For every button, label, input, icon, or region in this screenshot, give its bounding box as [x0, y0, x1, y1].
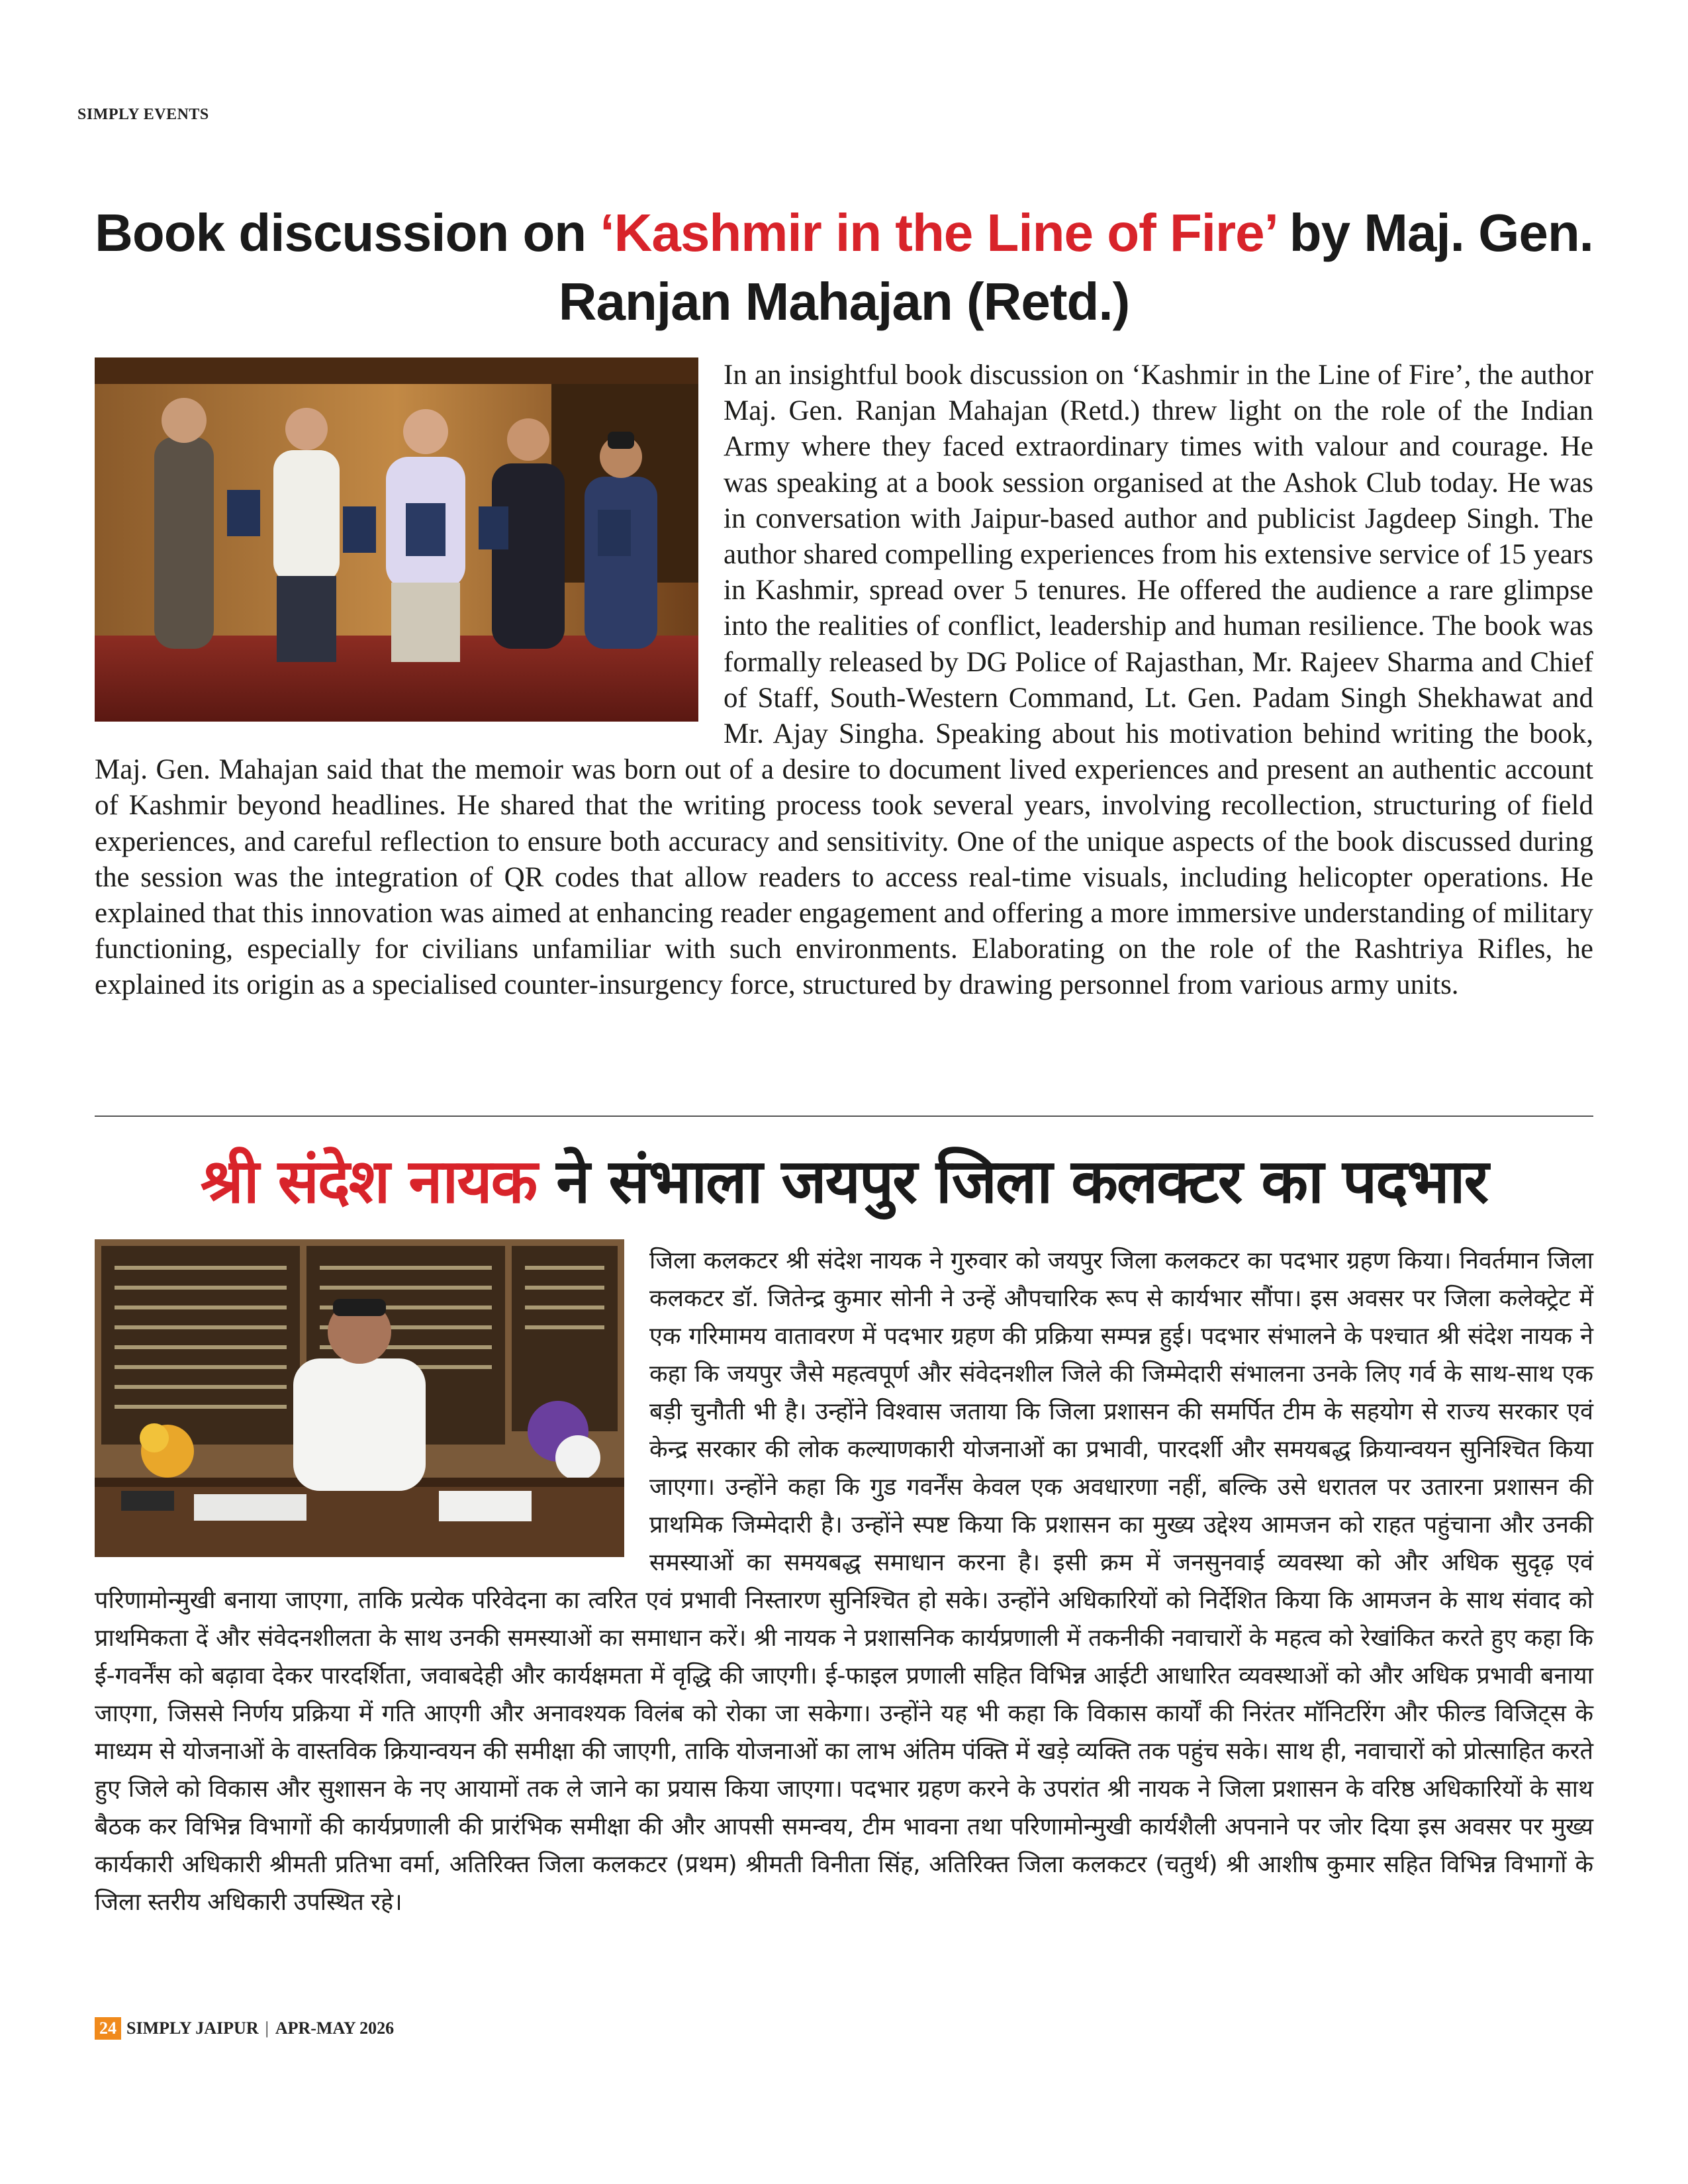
collector-office-photo — [95, 1239, 624, 1557]
footer-separator: | — [265, 2018, 269, 2038]
page-number: 24 — [95, 2017, 121, 2040]
article1 — [95, 357, 1593, 1004]
section-divider — [95, 1116, 1593, 1117]
article2-body: जिला कलकटर श्री संदेश नायक ने गुरुवार को जयपुर जिला कलकटर का पदभार ग्रहण किया। निवर्तमान जिला कलकटर डॉ. जितेन्द्र कुमार सोनी ने उन्हें औपचारिक रूप से कार्यभार सौंपा। इस अवसर पर जिला कलेक्ट्रेट में एक गरिमामय वातावरण में पदभार ग्रहण की प्रक्रिया सम्पन्न हुई। पदभार संभालने के पश्चात श्री संदेश नायक ने कहा कि जयपुर जैसे महत्वपूर्ण और संवेदनशील जिले की जिम्मेदारी संभालना उनके लिए गर्व के साथ-साथ एक बड़ी चुनौती भी है। उन्होंने विश्वास जताया कि जिला प्रशासन की समर्पित टीम के सहयोग से राज्य सरकार एवं केन्द्र सरकार की लोक कल्याणकारी योजनाओं का प्रभावी, पारदर्शी और समयबद्ध क्रियान्वयन सुनिश्चित किया जाएगा। उन्होंने कहा कि गुड गवर्नेंस केवल एक अवधारणा नहीं, बल्कि उसे धरातल पर उतारना प्रशासन की प्राथमिक जिम्मेदारी है। उन्होंने स्पष्ट किया कि प्रशासन का मुख्य उद्देश्य आमजन को राहत पहुंचाना और उनकी समस्याओं का समयबद्ध समाधान करना है। इसी क्रम में जनसुनवाई व्यवस्था को और अधिक सुदृढ़ एवं परिणामोन्मुखी बनाया जाएगा, ताकि प्रत्येक परिवेदना का त्वरित एवं प्रभावी निस्तारण सुनिश्चित हो सके। उन्होंने अधिकारियों को निर्देशित किया कि आमजन के साथ संवाद को प्राथमिकता दें और संवेदनशीलता के साथ उनकी समस्याओं का समाधान करें। श्री नायक ने प्रशासनिक कार्यप्रणाली में तकनीकी नवाचारों के महत्व को रेखांकित करते हुए कहा कि ई-गवर्नेंस को बढ़ावा देकर पारदर्शिता, जवाबदेही और कार्यक्षमता में वृद्धि की जाएगी। ई-फाइल प्रणाली सहित विभिन्न आईटी आधारित व्यवस्थाओं को और अधिक प्रभावी बनाया जाएगा, जिससे निर्णय प्रक्रिया में गति आएगी और अनावश्यक विलंब को रोका जा सकेगा। उन्होंने यह भी कहा कि विकास कार्यों की निरंतर मॉनिटरिंग और फील्ड विजिट्स के माध्यम से योजनाओं के वास्तविक क्रियान्वयन की समीक्षा की जाएगी, ताकि योजनाओं का लाभ अंतिम पंक्ति में खड़े व्यक्ति तक पहुंच सके। साथ ही, नवाचारों को प्रोत्साहित करते हुए जिले को विकास और सुशासन के नए आयामों तक ले जाने का प्रयास किया जाएगा। पदभार ग्रहण करने के उपरांत श्री नायक ने जिला प्रशासन के वरिष्ठ अधिकारियों के साथ बैठक कर विभिन्न विभागों की कार्यप्रणाली की प्रारंभिक समीक्षा की और आपसी समन्वय, टीम भावना तथा परिणामोन्मुखी कार्यशैली अपनाने पर जोर दिया इस अवसर पर मुख्य कार्यकारी अधिकारी श्रीमती प्रतिभा वर्मा, अतिरिक्त जिला कलकटर (प्रथम) श्रीमती विनीता सिंह, अतिरिक्त जिला कलकटर (चतुर्थ) श्री आशीष कुमार सहित विभिन्न विभागों के जिला स्तरीय अधिकारी उपस्थित रहे। — [95, 1247, 1593, 1916]
issue-date: APR-MAY 2026 — [275, 2018, 395, 2038]
page-footer — [95, 2017, 394, 2040]
book-launch-photo — [95, 357, 698, 722]
headline-part: by Maj. Gen. Ranjan Mahajan (Retd.) — [558, 203, 1593, 331]
article2-headline — [77, 1142, 1611, 1221]
section-label: SIMPLY EVENTS — [77, 106, 209, 123]
book-launch-photo-graphic — [95, 357, 698, 722]
magazine-name: SIMPLY JAIPUR — [126, 2018, 259, 2038]
article1-headline — [77, 199, 1611, 336]
collector-office-photo-graphic — [95, 1239, 624, 1557]
headline-book-title: ‘Kashmir in the Line of Fire’ — [600, 203, 1276, 262]
headline-part: Book discussion on — [95, 203, 600, 262]
headline-person-name: श्री संदेश नायक — [200, 1146, 537, 1217]
headline-part: ने संभाला जयपुर जिला कलक्टर का पदभार — [536, 1146, 1488, 1217]
article1-body: In an insightful book discussion on ‘Kashmir in the Line of Fire’, the author Maj. Gen. Ranjan Mahajan (Retd.) threw light on the role of the Indian Army where they faced extraordinary times with valour and courage. He was speaking at a book session organised at the Ashok Club today. He was in conversation with Jaipur-based author and publicist Jagdeep Singh. The author shared compelling experiences from his extensive service of 15 years in Kashmir, spread over 5 tenures. He offered the audience a rare glimpse into the realities of conflict, leadership and human resilience. The book was formally released by DG Police of Rajasthan, Mr. Rajeev Sharma and Chief of Staff, South-Western Command, Lt. Gen. Padam Singh Shekhawat and Mr. Ajay Singha. Speaking about his motivation behind writing the book, Maj. Gen. Mahajan said that the memoir was born out of a desire to document lived experiences and present an authentic account of Kashmir beyond headlines. He shared that the writing process took several years, involving recollection, structuring of field experiences, and careful reflection to ensure both accuracy and sensitivity. One of the unique aspects of the book discussed during the session was the integration of QR codes that allow readers to access real-time visuals, including helicopter operations. He explained that this innovation was aimed at enhancing reader engagement and offering a more immersive understanding of military functioning, especially for civilians unfamiliar with such environments. Elaborating on the role of the Rashtriya Rifles, he explained its origin as a specialised counter-insurgency force, structured by drawing personnel from various army units. — [95, 359, 1593, 1001]
article2 — [95, 1242, 1593, 1921]
